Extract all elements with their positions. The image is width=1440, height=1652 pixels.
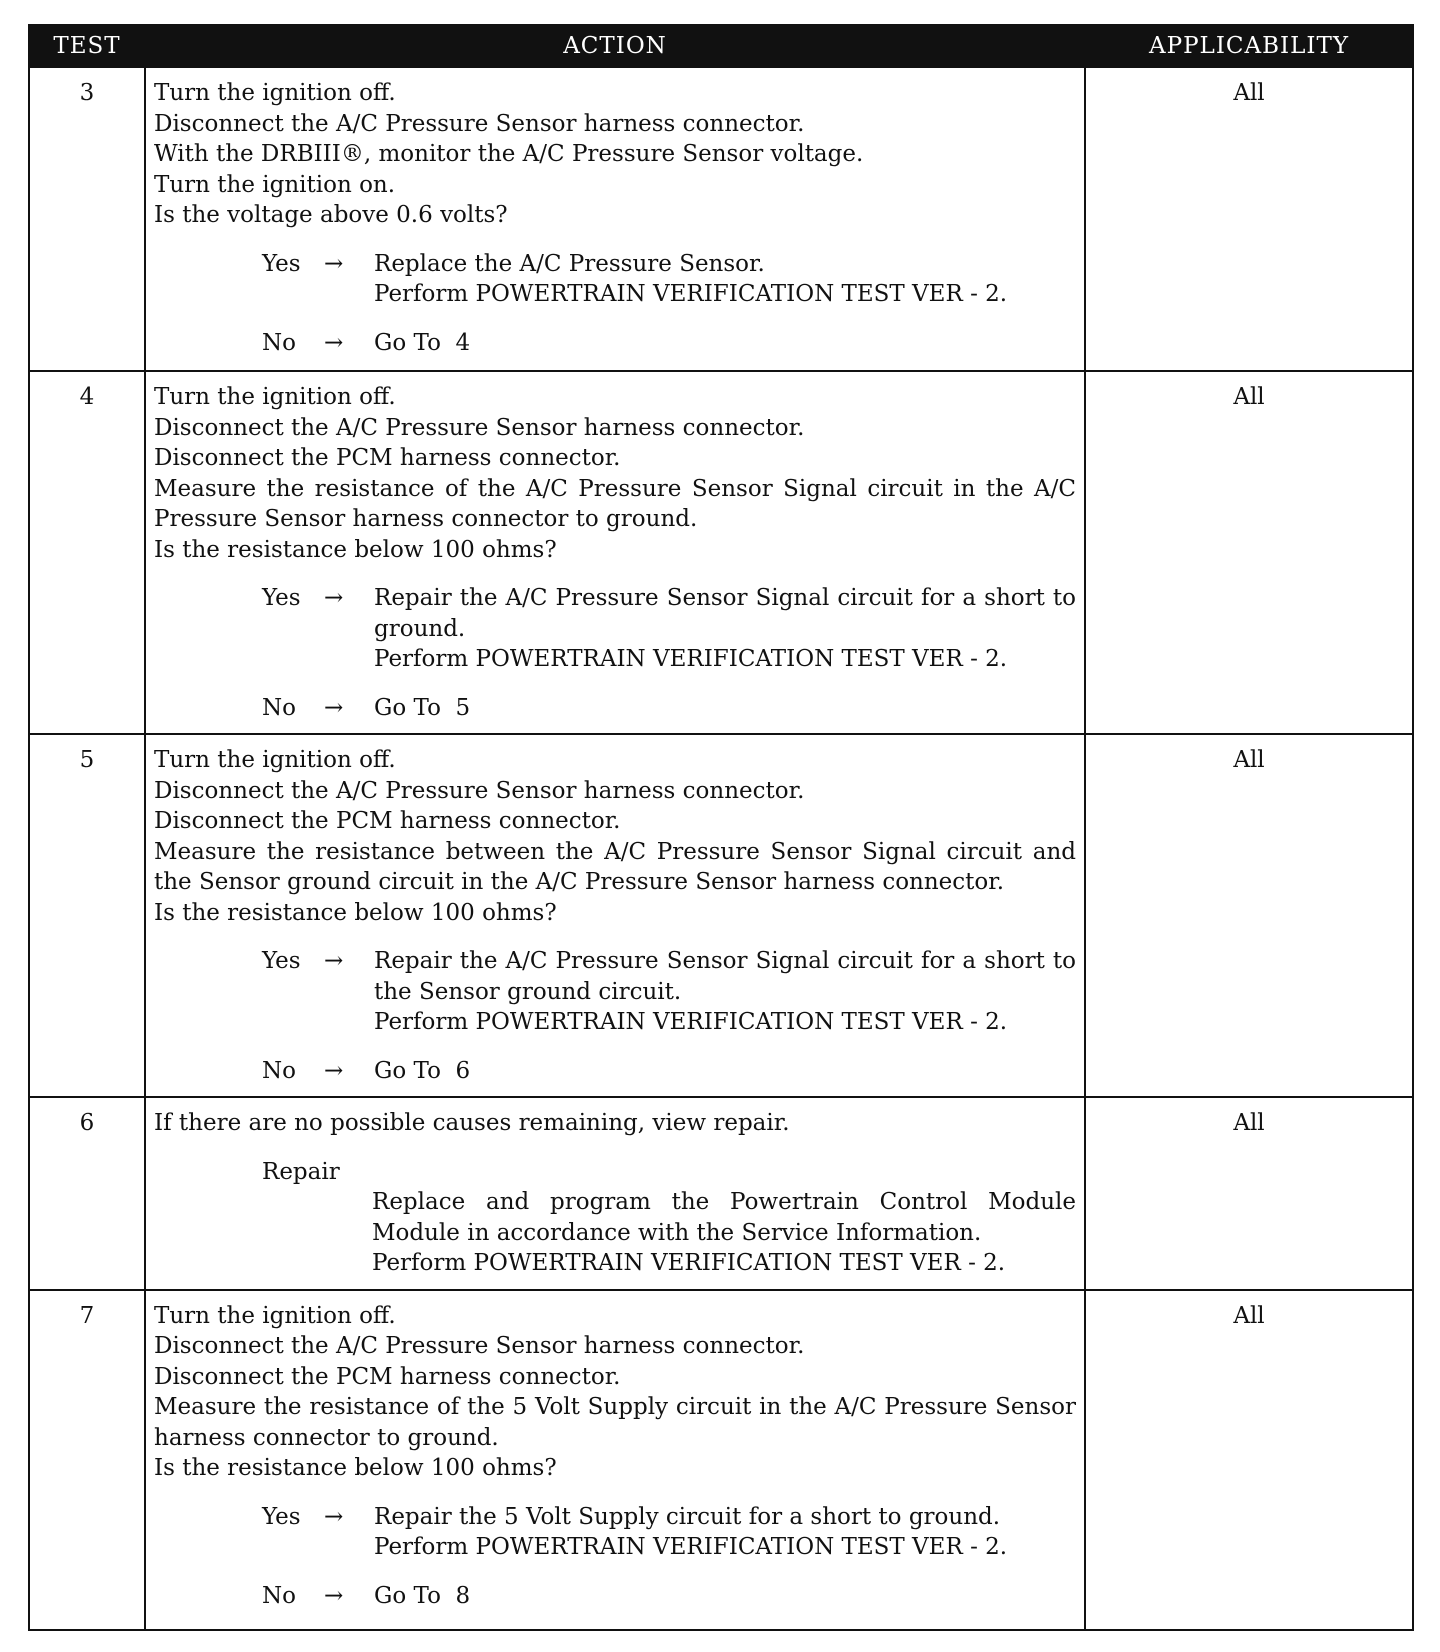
arrow-right-icon: → <box>324 694 344 721</box>
action-cell <box>145 734 1085 1097</box>
yes-text: Repair the A/C Pressure Sensor Signal circuit for a short to the Sensor ground circuit. <box>374 948 1076 1005</box>
diagnostic-table <box>28 24 1414 1631</box>
step-text: Is the voltage above 0.6 volts? <box>154 202 508 228</box>
step-text: Disconnect the A/C Pressure Sensor harness connector. <box>154 777 805 804</box>
no-text: Go To 6 <box>374 1057 471 1084</box>
arrow-right-icon: → <box>324 329 344 356</box>
yes-text: Perform POWERTRAIN VERIFICATION TEST VER - 2. <box>374 1534 1008 1560</box>
yes-text: Replace the A/C Pressure Sensor. <box>374 250 765 277</box>
no-label: No <box>262 694 296 721</box>
no-response <box>154 693 1076 724</box>
applicability-cell: All <box>1085 734 1413 1097</box>
arrow-right-icon: → <box>324 1057 344 1084</box>
table-row <box>29 734 1413 1097</box>
arrow-right-icon: → <box>324 948 344 974</box>
step-text: Measure the resistance between the A/C Pressure Sensor Signal circuit and the Sensor ground circuit in the A/C Pressure Sensor harness connector. <box>154 838 1076 895</box>
step-text: With the DRBIII®, monitor the A/C Pressure Sensor voltage. <box>154 141 864 167</box>
applicability-cell: All <box>1085 1097 1413 1290</box>
test-number: 5 <box>29 734 145 1097</box>
no-response <box>154 1056 1076 1087</box>
yes-text: Perform POWERTRAIN VERIFICATION TEST VER - 2. <box>374 1009 1008 1035</box>
step-text: Disconnect the PCM harness connector. <box>154 1363 621 1390</box>
arrow-right-icon: → <box>324 1582 344 1609</box>
step-text: Is the resistance below 100 ohms? <box>154 1455 557 1481</box>
header-test: TEST <box>29 25 145 67</box>
arrow-right-icon: → <box>324 250 344 277</box>
arrow-right-icon: → <box>324 585 344 611</box>
yes-text: Perform POWERTRAIN VERIFICATION TEST VER - 2. <box>374 281 1008 307</box>
arrow-right-icon: → <box>324 1503 344 1530</box>
test-number: 7 <box>29 1290 145 1630</box>
step-text: Measure the resistance of the A/C Pressure Sensor Signal circuit in the A/C Pressure Sensor harness connector to ground. <box>154 475 1076 532</box>
step-text: Turn the ignition off. <box>154 384 396 410</box>
step-text: Disconnect the PCM harness connector. <box>154 445 621 471</box>
applicability-cell: All <box>1085 371 1413 734</box>
applicability-cell: All <box>1085 1290 1413 1630</box>
no-response <box>154 328 1076 359</box>
yes-response <box>154 1502 1076 1563</box>
step-text: Turn the ignition off. <box>154 747 396 773</box>
action-cell <box>145 1290 1085 1630</box>
yes-label: Yes <box>262 250 301 277</box>
no-response <box>154 1581 1076 1612</box>
table-row <box>29 371 1413 734</box>
step-text: Turn the ignition off. <box>154 80 396 106</box>
repair-block <box>154 1157 1076 1279</box>
yes-label: Yes <box>262 948 301 974</box>
repair-text: Replace and program the Powertrain Control Module Module in accordance with the Service Information. <box>372 1189 1076 1246</box>
step-text: Turn the ignition on. <box>154 171 396 198</box>
yes-label: Yes <box>262 585 301 611</box>
step-text: Turn the ignition off. <box>154 1302 396 1329</box>
header-action: ACTION <box>145 25 1085 67</box>
step-text: Disconnect the A/C Pressure Sensor harness connector. <box>154 1333 805 1359</box>
test-number: 3 <box>29 67 145 371</box>
step-text: Disconnect the PCM harness connector. <box>154 808 621 834</box>
table-header <box>29 25 1413 67</box>
header-applicability: APPLICABILITY <box>1085 25 1413 67</box>
no-text: Go To 5 <box>374 694 471 721</box>
repair-label: Repair <box>262 1158 340 1185</box>
applicability-cell: All <box>1085 67 1413 371</box>
step-text: Measure the resistance of the 5 Volt Supply circuit in the A/C Pressure Sensor harness connector to ground. <box>154 1394 1076 1451</box>
yes-text: Repair the 5 Volt Supply circuit for a short to ground. <box>374 1503 1001 1530</box>
yes-text: Repair the A/C Pressure Sensor Signal circuit for a short to ground. <box>374 585 1076 642</box>
test-number: 4 <box>29 371 145 734</box>
step-text: Is the resistance below 100 ohms? <box>154 536 557 563</box>
step-text: Disconnect the A/C Pressure Sensor harness connector. <box>154 110 805 137</box>
table-row <box>29 1097 1413 1290</box>
test-number: 6 <box>29 1097 145 1290</box>
yes-response <box>154 583 1076 675</box>
no-label: No <box>262 329 296 356</box>
step-text: Disconnect the A/C Pressure Sensor harness connector. <box>154 414 805 441</box>
repair-text: Perform POWERTRAIN VERIFICATION TEST VER - 2. <box>372 1250 1006 1276</box>
step-text: Is the resistance below 100 ohms? <box>154 899 557 926</box>
action-cell <box>145 67 1085 371</box>
yes-text: Perform POWERTRAIN VERIFICATION TEST VER - 2. <box>374 646 1008 672</box>
diagnostic-page <box>28 24 1412 1631</box>
action-cell <box>145 371 1085 734</box>
table-row <box>29 67 1413 371</box>
no-text: Go To 8 <box>374 1582 471 1609</box>
no-label: No <box>262 1582 296 1609</box>
action-cell <box>145 1097 1085 1290</box>
yes-label: Yes <box>262 1503 301 1530</box>
step-text: If there are no possible causes remaining, view repair. <box>154 1110 790 1136</box>
yes-response <box>154 249 1076 310</box>
yes-response <box>154 946 1076 1038</box>
no-text: Go To 4 <box>374 329 471 356</box>
table-row <box>29 1290 1413 1630</box>
no-label: No <box>262 1057 296 1084</box>
